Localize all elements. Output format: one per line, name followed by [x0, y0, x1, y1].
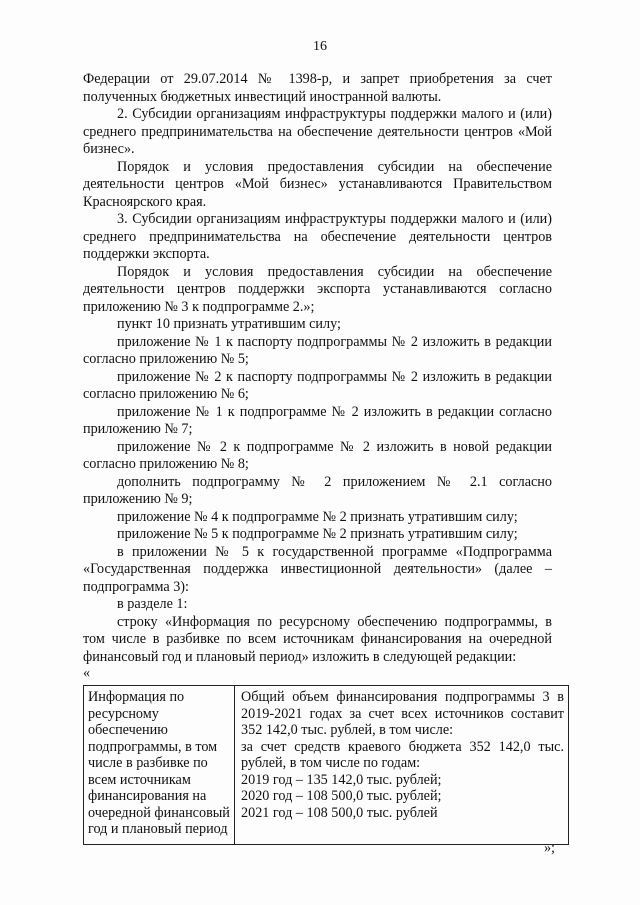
paragraph: в разделе 1:: [117, 596, 188, 612]
paragraph-list: [83, 71, 552, 666]
paragraph: приложение № 1 к паспорту подпрограммы № 2 изложить в редакции согласно приложению № 5;: [83, 333, 552, 367]
table-line: 2020 год – 108 500,0 тыс. рублей;: [241, 788, 442, 804]
page-number: 16: [313, 39, 327, 54]
paragraph: приложение № 2 к подпрограмме № 2 изложить в новой редакции согласно приложению № 8;: [83, 438, 552, 472]
closing-quote: »;: [543, 840, 555, 856]
table-value-cell: [235, 686, 569, 845]
paragraph: пункт 10 признать утратившим силу;: [117, 316, 341, 332]
paragraph: приложение № 5 к подпрограмме № 2 признать утратившим силу;: [117, 526, 518, 542]
paragraph: 2. Субсидии организациям инфраструктуры поддержки малого и (или) среднего предпринимательства на обеспечение деятельности центров «Мой бизнес».: [83, 106, 552, 157]
paragraph: в приложении № 5 к государственной программе «Подпрограмма «Государственная поддержка инвестиционной деятельности» (далее – подпрограмма 3):: [83, 543, 552, 595]
paragraph: строку «Информация по ресурсному обеспечению подпрограммы, в том числе в разбивке по всем источникам финансирования на очередной финансовый год и плановый период» изложить в следующей редакции:: [83, 613, 552, 665]
paragraph: 3. Субсидии организациям инфраструктуры поддержки малого и (или) среднего предпринимательства на обеспечение деятельности центров поддержки экспорта.: [83, 211, 552, 262]
paragraph: Федерации от 29.07.2014 № 1398-р, и запрет приобретения за счет полученных бюджетных инвестиций иностранной валюты.: [83, 71, 552, 105]
table-line: 2021 год – 108 500,0 тыс. рублей: [241, 804, 438, 821]
paragraph: приложение № 2 к паспорту подпрограммы № 2 изложить в редакции согласно приложению № 6;: [83, 368, 552, 402]
page-body: [83, 71, 564, 845]
paragraph: Порядок и условия предоставления субсидии на обеспечение деятельности центров поддержки экспорта устанавливаются согласно приложению № 3 к подпрограмме 2.»;: [83, 263, 552, 315]
resource-table: [83, 685, 569, 845]
table-line: 2019 год – 135 142,0 тыс. рублей;: [241, 771, 442, 788]
paragraph: Порядок и условия предоставления субсидии на обеспечение деятельности центров «Мой бизнес» устанавливаются Правительством Красноярского края.: [83, 158, 552, 210]
table-line: Общий объем финансирования подпрограммы 3 в 2019-2021 годах за счет всех источников составит 352 142,0 тыс. рублей, в том числе:: [241, 689, 564, 738]
table-line: за счет средств краевого бюджета 352 142,0 тыс. рублей, в том числе по годам:: [241, 738, 564, 771]
opening-quote: «: [83, 665, 91, 681]
table-label-cell: Информация по ресурсному обеспечению подпрограммы, в том числе в разбивке по всем источникам финансирования на очередной финансовый год и плановый период: [84, 686, 235, 845]
paragraph: приложение № 4 к подпрограмме № 2 признать утратившим силу;: [117, 508, 518, 525]
table-row: [84, 686, 569, 845]
paragraph: приложение № 1 к подпрограмме № 2 изложить в редакции согласно приложению № 7;: [83, 403, 552, 437]
paragraph: дополнить подпрограмму № 2 приложением № 2.1 согласно приложению № 9;: [83, 473, 552, 507]
